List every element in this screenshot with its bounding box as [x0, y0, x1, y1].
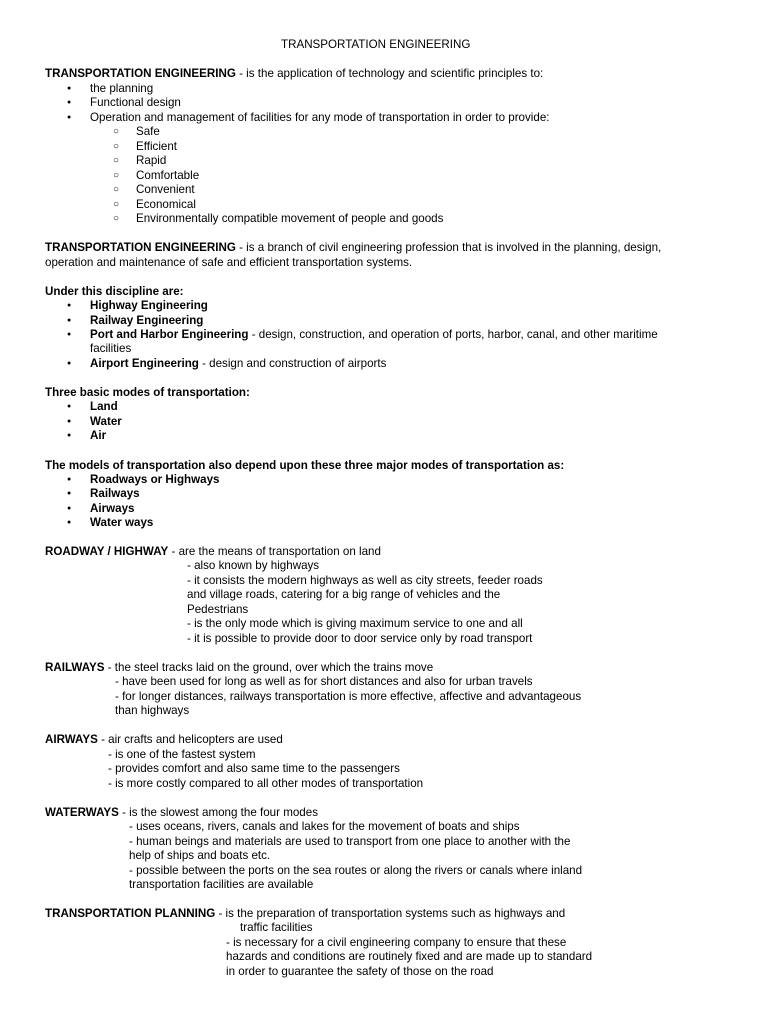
definition-1-text: - is the application of technology and scientific principles to:: [235, 67, 544, 80]
definition-line: and village roads, catering for a big range of vehicles and the: [187, 588, 501, 601]
definition-line: - provides comfort and also same time to the passengers: [108, 762, 400, 775]
list-item: ● Roadways or Highways: [90, 473, 220, 487]
definition-line: hazards and conditions are routinely fixed and are made up to standard: [226, 950, 593, 963]
list-item: ● Operation and management of facilities for any mode of transportation in order to provide:: [90, 111, 550, 125]
definition-line: - also known by highways: [187, 559, 320, 572]
sub-list-item: ○ Environmentally compatible movement of people and goods: [136, 212, 443, 226]
definition-2-term: TRANSPORTATION ENGINEERING: [45, 241, 236, 254]
definition-2-continuation: operation and maintenance of safe and efficient transportation systems.: [45, 256, 413, 269]
section-heading: Three basic modes of transportation:: [45, 386, 250, 399]
definition-2-text: - is a branch of civil engineering profession that is involved in the planning, design,: [235, 241, 662, 254]
sub-list-item: ○ Comfortable: [136, 169, 199, 183]
definition-2: [45, 241, 661, 255]
list-item: ● Airways: [90, 502, 134, 516]
section-heading: The models of transportation also depend upon these three major modes of transportation as:: [45, 459, 565, 472]
definition-line: - human beings and materials are used to transport from one place to another with the: [129, 835, 571, 848]
waterways-definition: WATERWAYS - is the slowest among the four modes: [45, 806, 318, 819]
definition-1-term: TRANSPORTATION ENGINEERING: [45, 67, 236, 80]
list-item: ● Water ways: [90, 516, 153, 530]
page-title: TRANSPORTATION ENGINEERING: [281, 38, 471, 51]
roadway-definition: ROADWAY / HIGHWAY - are the means of transportation on land: [45, 545, 381, 558]
sub-list-item: ○ Convenient: [136, 183, 195, 197]
list-item: ● Air: [90, 429, 106, 443]
section-heading: Under this discipline are:: [45, 285, 184, 298]
sub-list-item: ○ Economical: [136, 198, 196, 212]
list-item: ● Water: [90, 415, 122, 429]
definition-line: - possible between the ports on the sea routes or along the rivers or canals where inland: [129, 864, 583, 877]
sub-list-item: ○ Efficient: [136, 140, 177, 154]
definition-line: Pedestrians: [187, 603, 249, 616]
list-item: ● Railway Engineering: [90, 314, 203, 328]
definition-line: - it is possible to provide door to door service only by road transport: [187, 632, 533, 645]
definition-line: - is the only mode which is giving maximum service to one and all: [187, 617, 523, 630]
list-item: ● the planning: [90, 82, 153, 96]
planning-definition: TRANSPORTATION PLANNING - is the preparation of transportation systems such as highways and: [45, 907, 566, 920]
list-item: ● Airport Engineering - design and construction of airports: [90, 357, 386, 371]
airways-definition: AIRWAYS - air crafts and helicopters are used: [45, 733, 283, 746]
definition-line: help of ships and boats etc.: [129, 849, 271, 862]
definition-line: - uses oceans, rivers, canals and lakes for the movement of boats and ships: [129, 820, 520, 833]
definition-line: - is necessary for a civil engineering company to ensure that these: [226, 936, 567, 949]
list-item: ● Railways: [90, 487, 140, 501]
list-item-continuation: facilities: [90, 342, 132, 355]
definition-line: - is more costly compared to all other modes of transportation: [108, 777, 424, 790]
list-item: ● Port and Harbor Engineering - design, construction, and operation of ports, harbor, canal, and other maritime: [90, 328, 658, 342]
definition-line: - is one of the fastest system: [108, 748, 256, 761]
list-item: ● Highway Engineering: [90, 299, 208, 313]
definition-line: in order to guarantee the safety of those on the road: [226, 965, 494, 978]
list-item: ● Land: [90, 400, 118, 414]
definition-line: traffic facilities: [240, 921, 313, 934]
sub-list-item: ○ Rapid: [136, 154, 166, 168]
definition-1: [45, 67, 543, 81]
definition-line: than highways: [115, 704, 190, 717]
railways-definition: RAILWAYS - the steel tracks laid on the ground, over which the trains move: [45, 661, 434, 674]
definition-line: - it consists the modern highways as well as city streets, feeder roads: [187, 574, 543, 587]
definition-line: - for longer distances, railways transportation is more effective, affective and advantageous: [115, 690, 582, 703]
sub-list-item: ○ Safe: [136, 125, 160, 139]
definition-line: transportation facilities are available: [129, 878, 314, 891]
definition-line: - have been used for long as well as for short distances and also for urban travels: [115, 675, 533, 688]
list-item: ● Functional design: [90, 96, 181, 110]
